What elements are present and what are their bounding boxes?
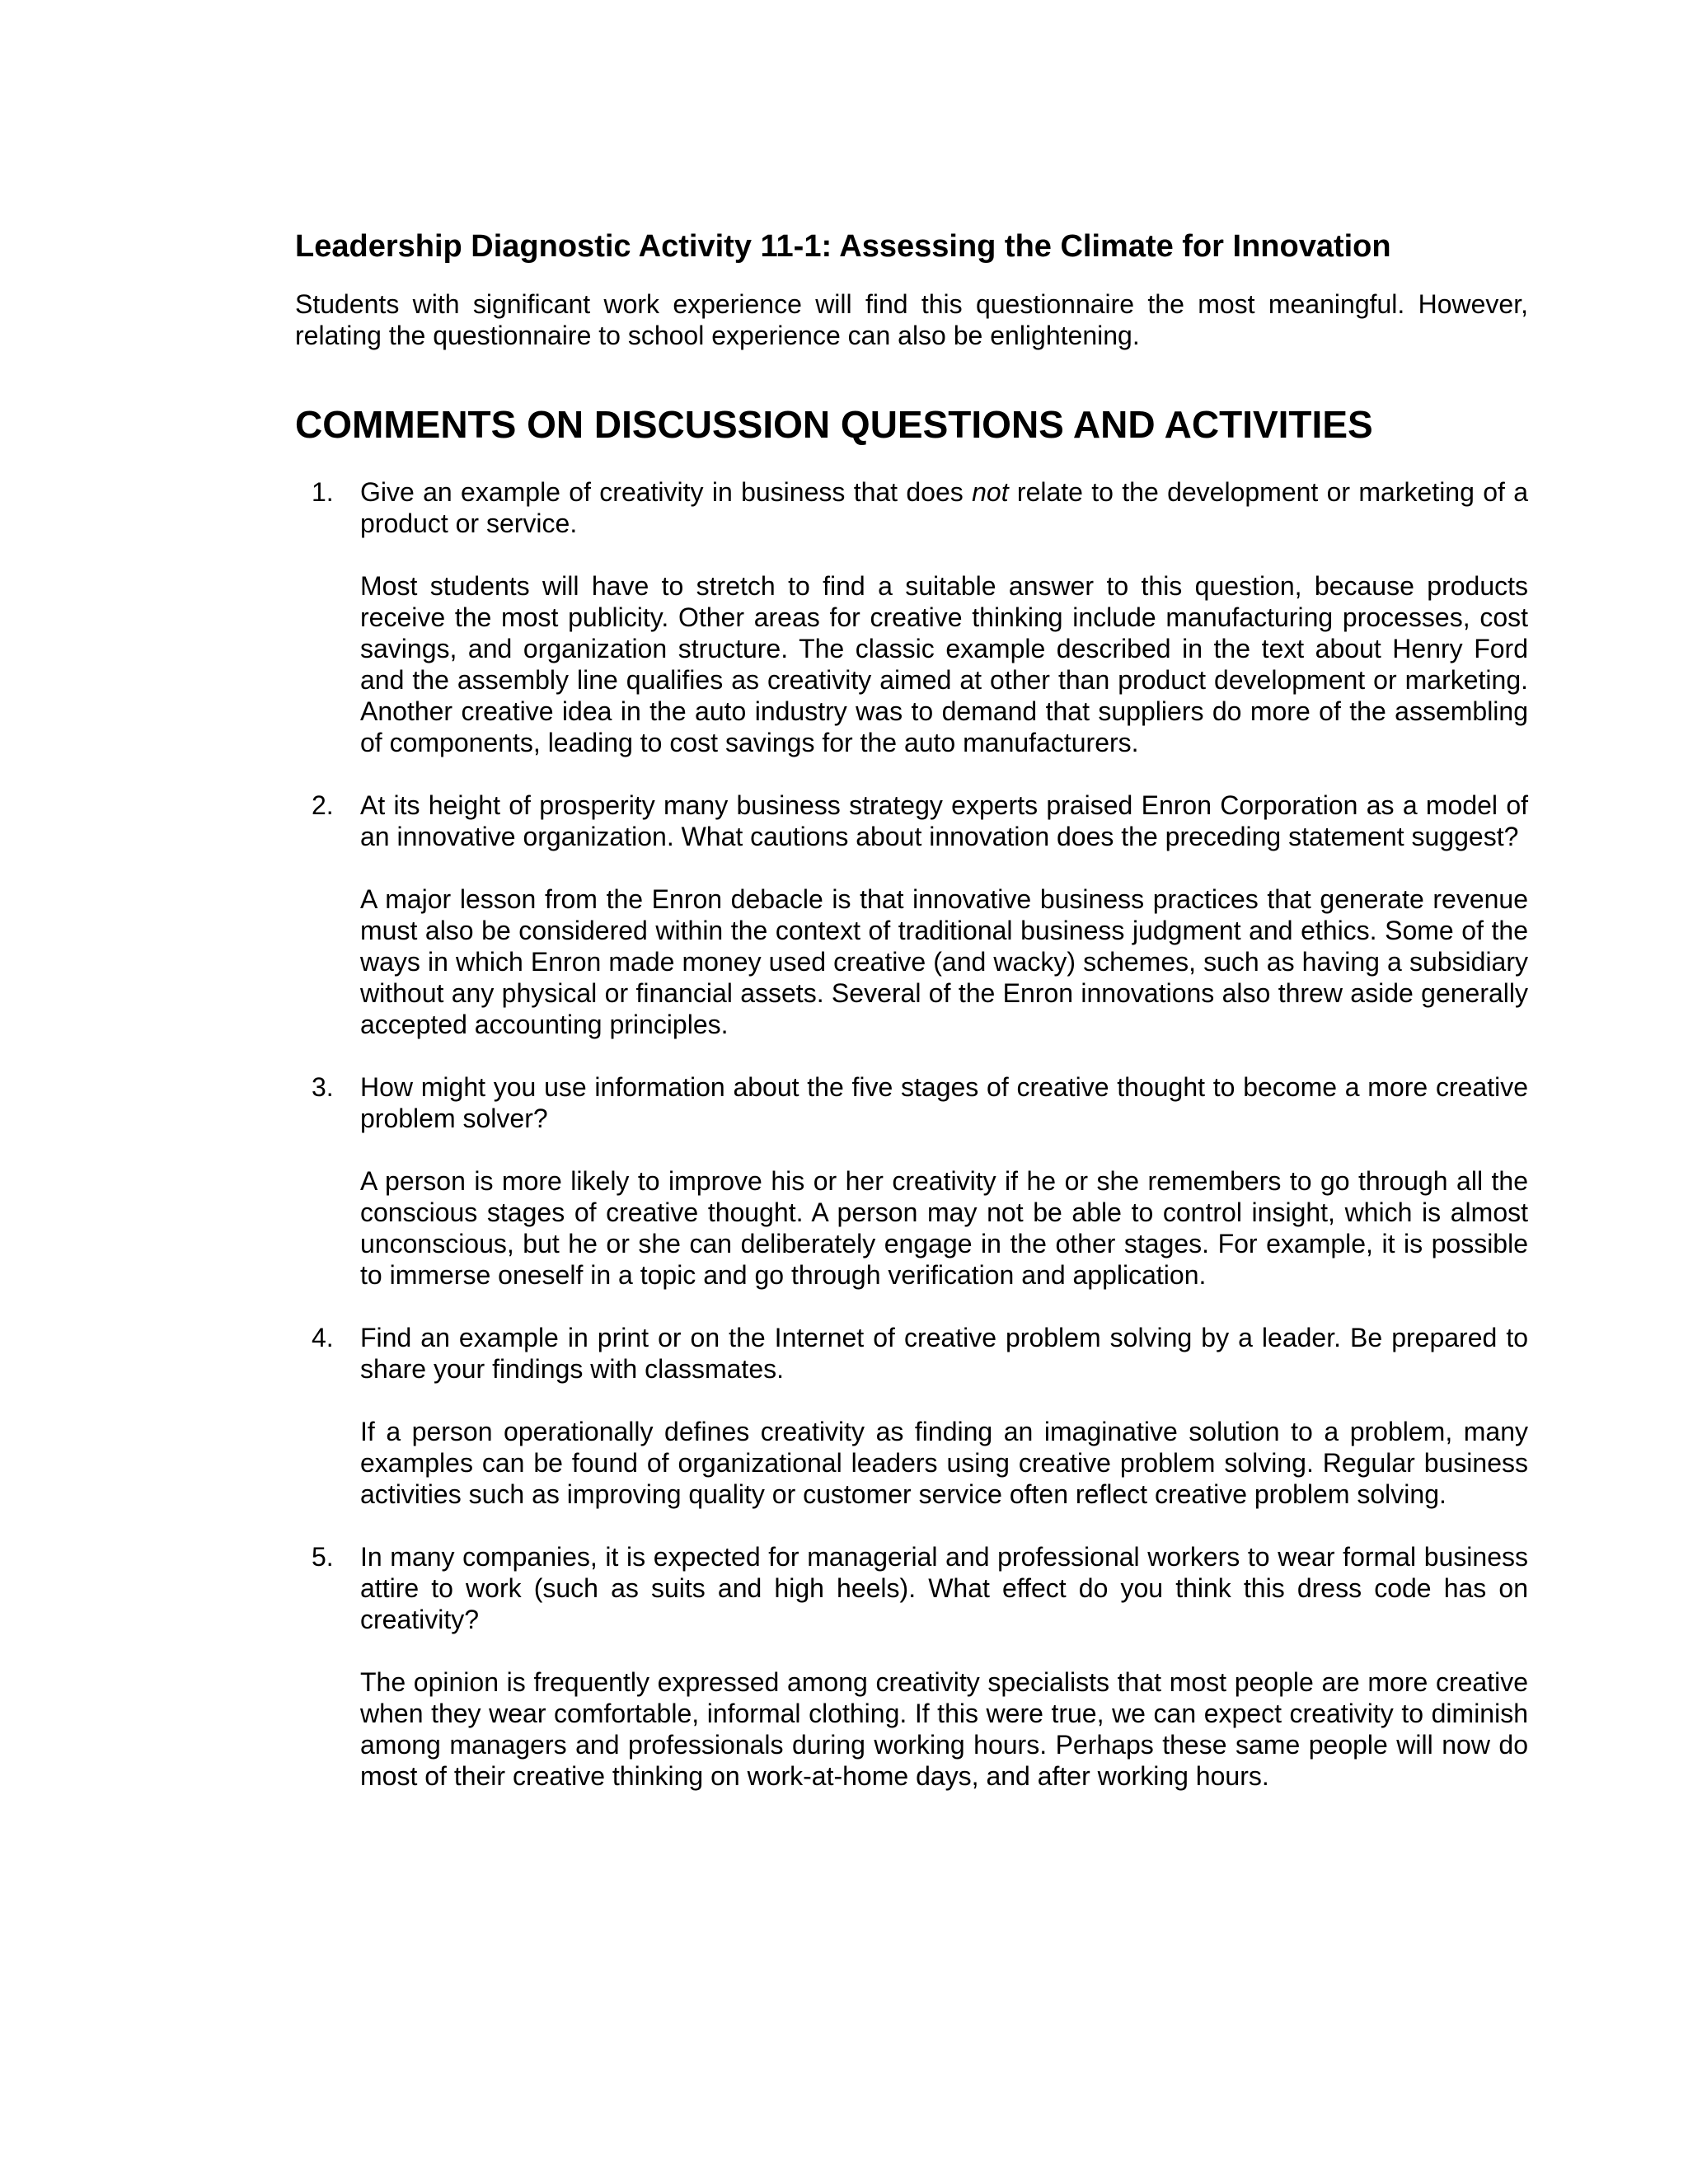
answer-text: A major lesson from the Enron debacle is that innovative business practices that generate revenue must also be considered within the context of traditional business judgment and ethics. Some of the ways in which Enron made money used creative (and wacky) schemes, such as having a subsidiary without any physical or financial assets. Several of the Enron innovations also threw aside generally accepted accounting principles. (360, 884, 1528, 1039)
question-text-part: Give an example of creativity in business that does (360, 477, 973, 507)
question-text: Find an example in print or on the Internet of creative problem solving by a leader. Be prepared to share your findings with classmates. (360, 1323, 1528, 1384)
answer-text: A person is more likely to improve his or her creativity if he or she remembers to go through all the conscious stages of creative thought. A person may not be able to control insight, which is almost unconscious, but he or she can deliberately engage in the other stages. For example, it is possible to immerse oneself in a topic and go through verification and application. (360, 1166, 1528, 1290)
question-text: In many companies, it is expected for managerial and professional workers to wear formal business attire to work (such as suits and high heels). What effect do you think this dress code has on creativity? (360, 1542, 1528, 1634)
activity-title: Leadership Diagnostic Activity 11-1: Assessing the Climate for Innovation (295, 229, 1391, 264)
question-emphasis: not (972, 477, 1009, 507)
question-list (295, 476, 1528, 1792)
question-item-4 (295, 1322, 1528, 1510)
question-item-1 (295, 476, 1528, 758)
question-number: 5. (312, 1542, 334, 1572)
question-text: At its height of prosperity many business strategy experts praised Enron Corporation as a model of an innovative organization. What cautions about innovation does the preceding statement suggest? (360, 790, 1528, 851)
question-item-2 (295, 790, 1528, 1040)
question-number: 2. (312, 790, 334, 820)
answer-text: If a person operationally defines creativity as finding an imaginative solution to a problem, many examples can be found of organizational leaders using creative problem solving. Regular business activities such as improving quality or customer service often reflect creative problem solving. (360, 1417, 1528, 1509)
question-text (360, 476, 1528, 539)
question-number: 3. (312, 1072, 334, 1102)
answer-text: The opinion is frequently expressed among creativity specialists that most people are more creative when they wear comfortable, informal clothing. If this were true, we can expect creativity to diminish among managers and professionals during working hours. Perhaps these same people will now do most of their creative thinking on work-at-home days, and after working hours. (360, 1667, 1528, 1791)
section-heading: COMMENTS ON DISCUSSION QUESTIONS AND ACTIVITIES (295, 403, 1373, 446)
question-number: 4. (312, 1323, 334, 1352)
question-item-3 (295, 1071, 1528, 1291)
intro-paragraph: Students with significant work experience will find this questionnaire the most meaningful. However, relating the questionnaire to school experience can also be enlightening. (295, 289, 1528, 350)
question-text-part: relate to the development or marketing of a product or service. (360, 477, 1529, 538)
question-text: How might you use information about the five stages of creative thought to become a more creative problem solver? (360, 1072, 1528, 1133)
document-page (295, 227, 1528, 1823)
question-number: 1. (312, 477, 334, 507)
answer-text: Most students will have to stretch to find a suitable answer to this question, because products receive the most publicity. Other areas for creative thinking include manufacturing processes, cost savings, and organization structure. The classic example described in the text about Henry Ford and the assembly line qualifies as creativity aimed at other than product development or marketing. Another creative idea in the auto industry was to demand that suppliers do more of the assembling of components, leading to cost savings for the auto manufacturers. (360, 571, 1528, 757)
question-item-5 (295, 1541, 1528, 1792)
